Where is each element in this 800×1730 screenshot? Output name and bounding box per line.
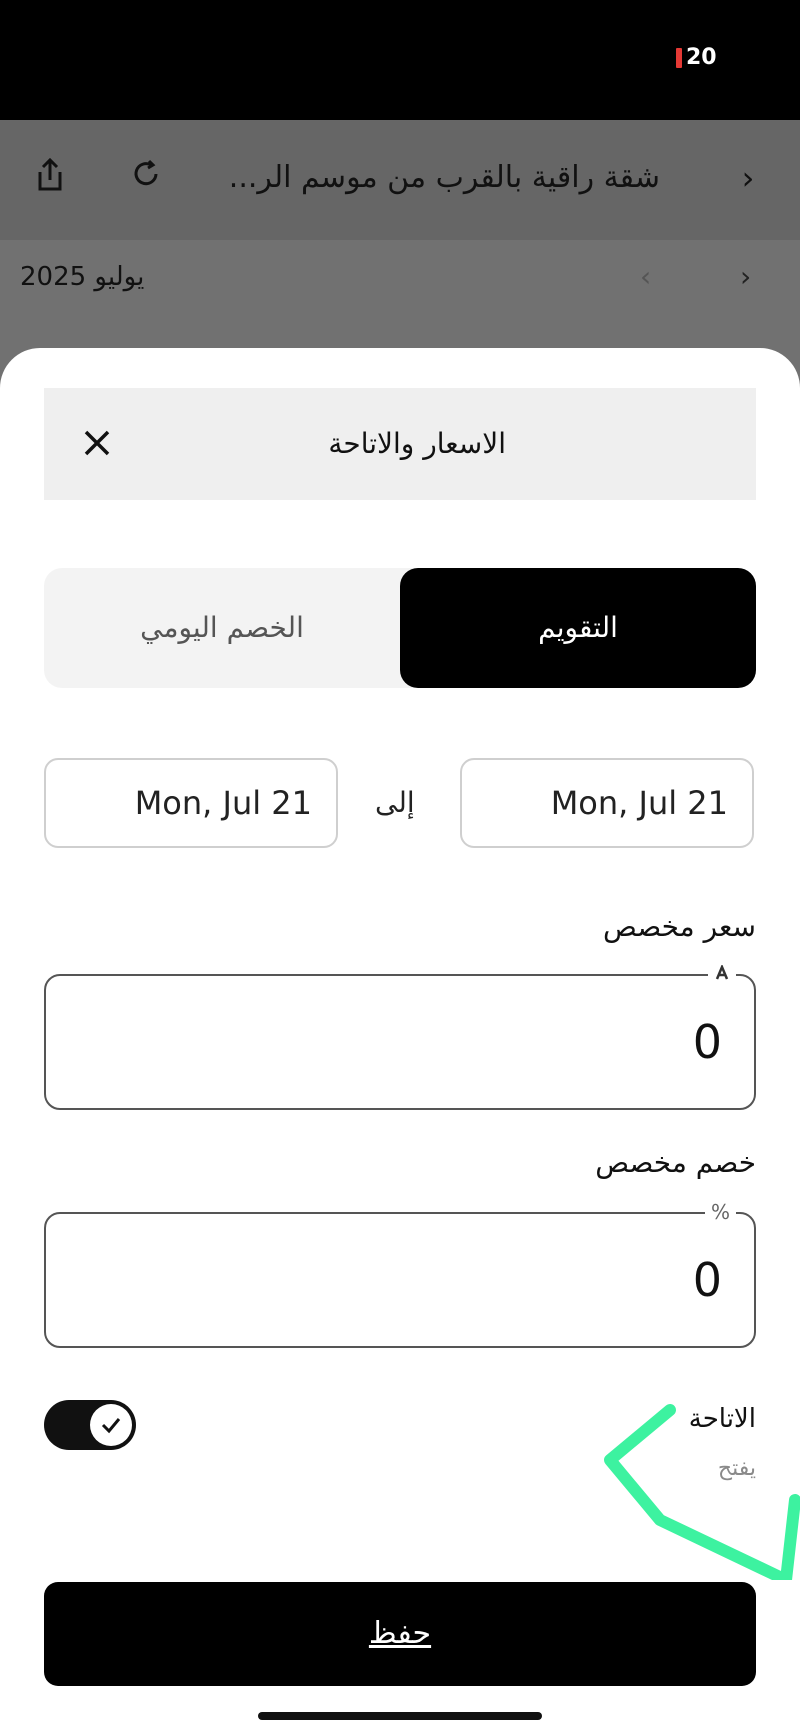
prev-month-icon[interactable]: ‹ — [640, 260, 652, 293]
pricing-availability-sheet — [0, 348, 800, 1730]
custom-price-input[interactable] — [44, 974, 756, 1110]
availability-toggle[interactable] — [44, 1400, 136, 1450]
start-date-field[interactable] — [460, 758, 754, 848]
custom-discount-value: 0 — [692, 1253, 722, 1307]
home-indicator — [258, 1712, 542, 1720]
custom-discount-input[interactable] — [44, 1200, 756, 1348]
tab-daily-discount[interactable]: الخصم اليومي — [140, 611, 304, 644]
check-icon — [90, 1404, 132, 1446]
custom-discount-label: خصم مخصص — [595, 1146, 756, 1179]
availability-status: يفتح — [717, 1456, 756, 1481]
end-date-field[interactable] — [44, 758, 338, 848]
background-nav-bar — [0, 120, 800, 240]
battery-indicator — [676, 44, 724, 72]
sheet-title: الاسعار والاتاحة — [328, 427, 506, 460]
back-chevron-icon[interactable]: › — [741, 159, 755, 197]
custom-price-value: 0 — [692, 1015, 722, 1069]
close-button[interactable] — [74, 420, 120, 466]
custom-price-label: سعر مخصص — [603, 910, 756, 943]
listing-title: شقة راقية بالقرب من موسم الر... — [228, 160, 660, 195]
status-bar — [0, 0, 800, 120]
battery-low-icon — [676, 48, 682, 68]
close-icon — [82, 428, 112, 458]
tab-calendar[interactable]: التقويم — [400, 568, 756, 688]
save-button[interactable]: حفظ — [44, 1582, 756, 1686]
month-label: يوليو 2025 — [20, 262, 145, 292]
share-icon[interactable] — [30, 158, 70, 198]
sheet-header — [44, 388, 756, 500]
next-month-icon[interactable]: › — [740, 260, 752, 293]
start-date-value: Mon, Jul 21 — [550, 784, 728, 822]
tab-switcher — [44, 568, 756, 688]
end-date-value: Mon, Jul 21 — [134, 784, 312, 822]
annotation-marker-icon — [600, 1400, 800, 1580]
percent-suffix: % — [705, 1200, 736, 1224]
availability-label: الاتاحة — [688, 1404, 756, 1434]
battery-level: 20 — [686, 45, 717, 70]
to-label: إلى — [375, 786, 415, 819]
